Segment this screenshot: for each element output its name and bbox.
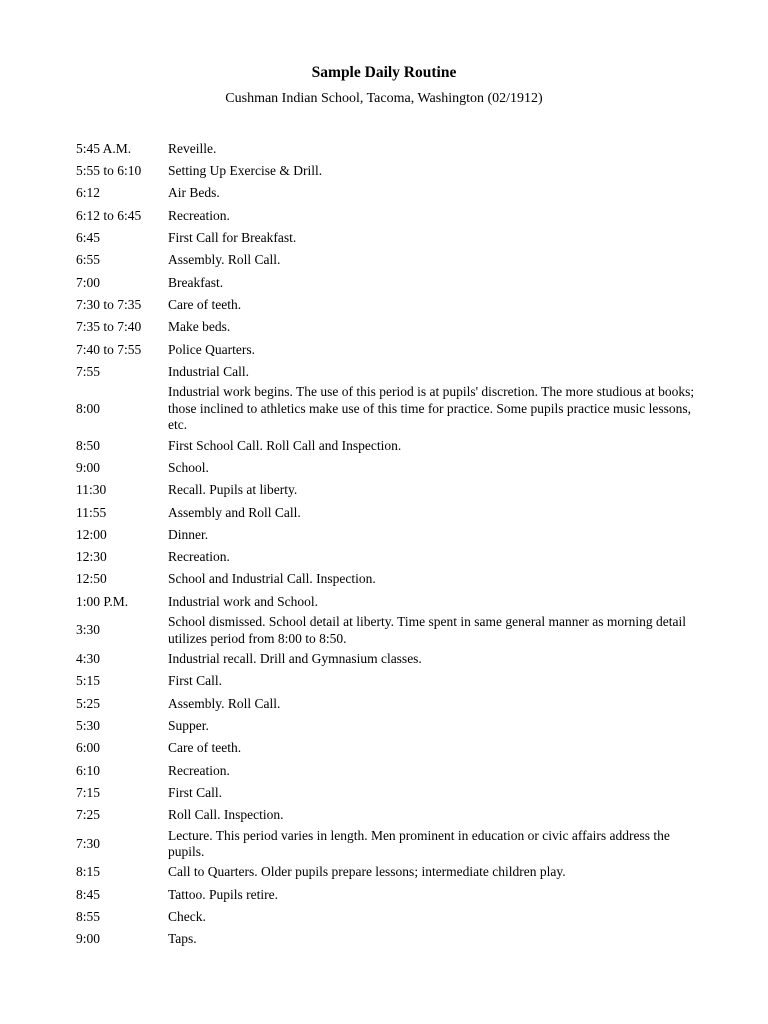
schedule-row — [76, 205, 696, 227]
schedule-activity: Tattoo. Pupils retire. — [168, 886, 279, 902]
schedule-activity: Taps. — [168, 931, 197, 947]
schedule-row — [76, 183, 696, 205]
schedule-activity: Care of teeth. — [168, 296, 242, 312]
schedule-activity: Recreation. — [168, 207, 230, 223]
schedule-row — [76, 613, 696, 648]
schedule-activity: Setting Up Exercise & Drill. — [168, 163, 323, 179]
schedule-activity: First Call. — [168, 784, 223, 800]
schedule-activity: Assembly. Roll Call. — [168, 252, 281, 268]
schedule-time: 8:15 — [76, 864, 101, 880]
schedule-activity: Industrial Call. — [168, 363, 249, 379]
schedule-row — [76, 928, 696, 950]
schedule-activity: Check. — [168, 909, 206, 924]
schedule-time: 6:55 — [76, 252, 101, 268]
schedule-row — [76, 457, 696, 479]
schedule-time: 5:55 to 6:10 — [76, 163, 142, 179]
schedule-time: 4:30 — [76, 651, 101, 667]
schedule-time: 11:30 — [76, 482, 107, 498]
schedule-time: 6:10 — [76, 762, 101, 778]
schedule-row — [76, 715, 696, 737]
schedule-row — [76, 249, 696, 271]
schedule-activity: Industrial work begins. The use of this period is at pupils' discretion. The more studious at books; those inclined to athletics make use of this time for practice. Some pupils practice music lessons, etc. — [168, 384, 695, 433]
schedule-row — [76, 546, 696, 568]
schedule-time: 8:00 — [76, 400, 101, 416]
schedule-time: 8:45 — [76, 886, 101, 902]
schedule-row — [76, 502, 696, 524]
schedule-time: 12:50 — [76, 571, 107, 587]
schedule-row — [76, 227, 696, 249]
schedule-time: 5:30 — [76, 717, 101, 733]
schedule-row — [76, 760, 696, 782]
schedule-row — [76, 339, 696, 361]
schedule-time: 12:00 — [76, 526, 107, 542]
schedule-time: 5:15 — [76, 673, 101, 689]
schedule-activity: Assembly. Roll Call. — [168, 695, 281, 711]
schedule-row — [76, 569, 696, 591]
schedule-row — [76, 804, 696, 826]
schedule-activity: Recall. Pupils at liberty. — [168, 482, 298, 498]
schedule-row — [76, 435, 696, 457]
schedule-row — [76, 160, 696, 182]
schedule-time: 11:55 — [76, 504, 107, 520]
schedule-row — [76, 648, 696, 670]
schedule-row — [76, 361, 696, 383]
schedule-time: 9:00 — [76, 931, 101, 947]
schedule-activity: Breakfast. — [168, 274, 224, 290]
schedule-time: 3:30 — [76, 622, 101, 638]
schedule-row — [76, 383, 696, 435]
schedule-time: 12:30 — [76, 549, 107, 565]
schedule-row — [76, 272, 696, 294]
schedule-row — [76, 294, 696, 316]
schedule-activity: First Call. — [168, 673, 223, 689]
schedule-activity: First School Call. Roll Call and Inspection. — [168, 437, 402, 453]
schedule-time: 7:25 — [76, 807, 101, 823]
schedule-activity: Make beds. — [168, 319, 231, 335]
schedule-time: 7:15 — [76, 784, 101, 800]
schedule-row — [76, 884, 696, 906]
schedule-activity: Supper. — [168, 717, 209, 733]
schedule-activity: Call to Quarters. Older pupils prepare lessons; intermediate children play. — [168, 864, 566, 880]
schedule-activity: Dinner. — [168, 526, 209, 542]
schedule-activity: Industrial work and School. — [168, 593, 318, 609]
schedule-activity: School and Industrial Call. Inspection. — [168, 571, 376, 587]
schedule-time: 7:30 to 7:35 — [76, 296, 142, 312]
document-subtitle: Cushman Indian School, Tacoma, Washington (02/1912) — [225, 91, 543, 106]
schedule-time: 7:40 to 7:55 — [76, 341, 142, 357]
schedule-time: 7:35 to 7:40 — [76, 319, 142, 335]
schedule-time: 6:00 — [76, 740, 101, 756]
schedule-time: 6:45 — [76, 230, 101, 246]
schedule-row — [76, 138, 696, 160]
schedule-activity: Air Beds. — [168, 185, 220, 201]
schedule-activity: Roll Call. Inspection. — [168, 807, 284, 823]
schedule-activity: Recreation. — [168, 549, 230, 565]
schedule-time: 6:12 to 6:45 — [76, 207, 142, 223]
schedule-time: 1:00 P.M. — [76, 593, 129, 609]
schedule-activity: Assembly and Roll Call. — [168, 504, 301, 520]
schedule-row — [76, 316, 696, 338]
schedule-row — [76, 693, 696, 715]
schedule-row — [76, 906, 696, 928]
schedule-row — [76, 670, 696, 692]
schedule-time: 9:00 — [76, 459, 101, 475]
schedule-activity: School dismissed. School detail at liberty. Time spent in same general manner as morning detail utilizes period from 8:00 to 8:50. — [168, 614, 687, 646]
schedule-activity: First Call for Breakfast. — [168, 230, 297, 246]
schedule-activity: Police Quarters. — [168, 341, 255, 357]
document-title: Sample Daily Routine — [311, 64, 457, 81]
schedule-time: 7:30 — [76, 835, 101, 851]
schedule-row — [76, 524, 696, 546]
schedule-time: 8:50 — [76, 437, 101, 453]
schedule-row — [76, 782, 696, 804]
schedule-row — [76, 479, 696, 501]
schedule-activity: Care of teeth. — [168, 740, 242, 756]
schedule-activity: Lecture. This period varies in length. Men prominent in education or civic affairs address the pupils. — [168, 827, 670, 860]
schedule-time: 5:25 — [76, 695, 101, 711]
schedule-time: 8:55 — [76, 909, 101, 924]
schedule-row — [76, 827, 696, 862]
schedule-time: 7:00 — [76, 274, 101, 290]
schedule-row — [76, 737, 696, 759]
schedule-activity: Industrial recall. Drill and Gymnasium classes. — [168, 651, 422, 667]
schedule-table — [76, 138, 696, 951]
schedule-activity: Recreation. — [168, 762, 230, 778]
schedule-activity: School. — [168, 459, 209, 475]
schedule-activity: Reveille. — [168, 140, 217, 156]
schedule-time: 6:12 — [76, 185, 101, 201]
schedule-time: 7:55 — [76, 363, 101, 379]
schedule-row — [76, 862, 696, 884]
schedule-time: 5:45 A.M. — [76, 140, 132, 156]
schedule-row — [76, 591, 696, 613]
